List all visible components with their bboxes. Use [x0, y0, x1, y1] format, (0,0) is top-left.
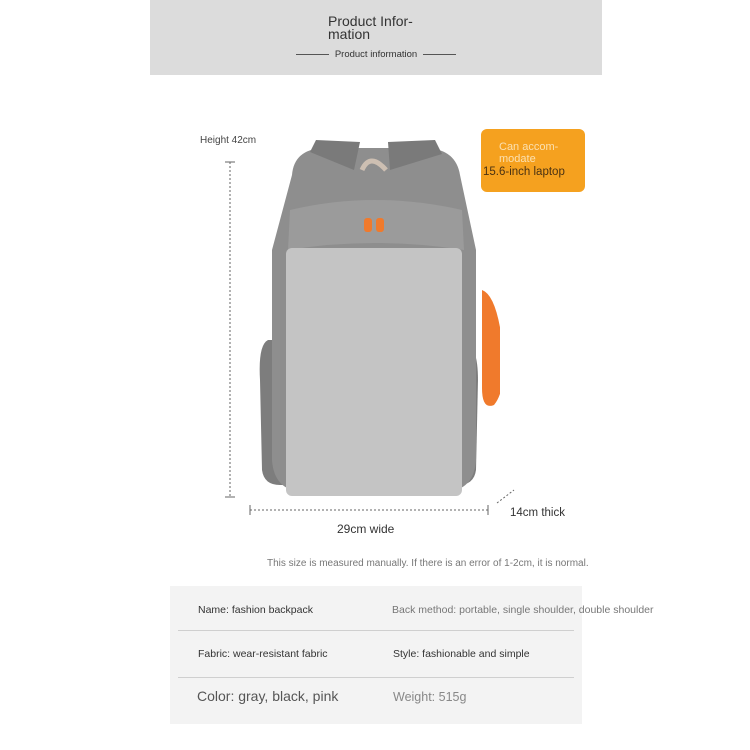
- laptop-panel: [286, 248, 462, 496]
- spec-divider-2: [178, 677, 574, 678]
- spec-weight: Weight: 515g: [393, 690, 467, 704]
- measurement-note: This size is measured manually. If there is an error of 1-2cm, it is normal.: [267, 558, 589, 569]
- orange-tag: [482, 290, 500, 406]
- spec-name: Name: fashion backpack: [198, 604, 313, 616]
- badge-line-3: 15.6-inch laptop: [483, 166, 565, 178]
- badge-caption: [499, 141, 579, 165]
- backpack-image: [250, 140, 500, 500]
- page-title-line-2: mation: [328, 26, 371, 42]
- height-label: Height 42cm: [200, 135, 257, 146]
- spec-color: Color: gray, black, pink: [197, 688, 339, 704]
- spec-card: [170, 586, 654, 724]
- spec-style: Style: fashionable and simple: [393, 648, 530, 660]
- badge-line-1: Can accom-: [499, 141, 559, 153]
- spec-fabric: Fabric: wear-resistant fabric: [198, 648, 328, 660]
- thickness-label: 14cm thick: [510, 507, 565, 519]
- page-title-line-1: Product Infor-: [328, 13, 413, 29]
- zipper-pull-left: [364, 218, 372, 232]
- spec-back-method: Back method: portable, single shoulder, double shoulder: [392, 604, 654, 616]
- spec-divider-1: [178, 630, 574, 631]
- subtitle-text: Product information: [334, 49, 418, 60]
- badge-line-2: modate: [499, 153, 536, 165]
- zipper-pull-right: [376, 218, 384, 232]
- width-label: 29cm wide: [337, 522, 395, 536]
- laptop-capacity-badge: [481, 129, 585, 192]
